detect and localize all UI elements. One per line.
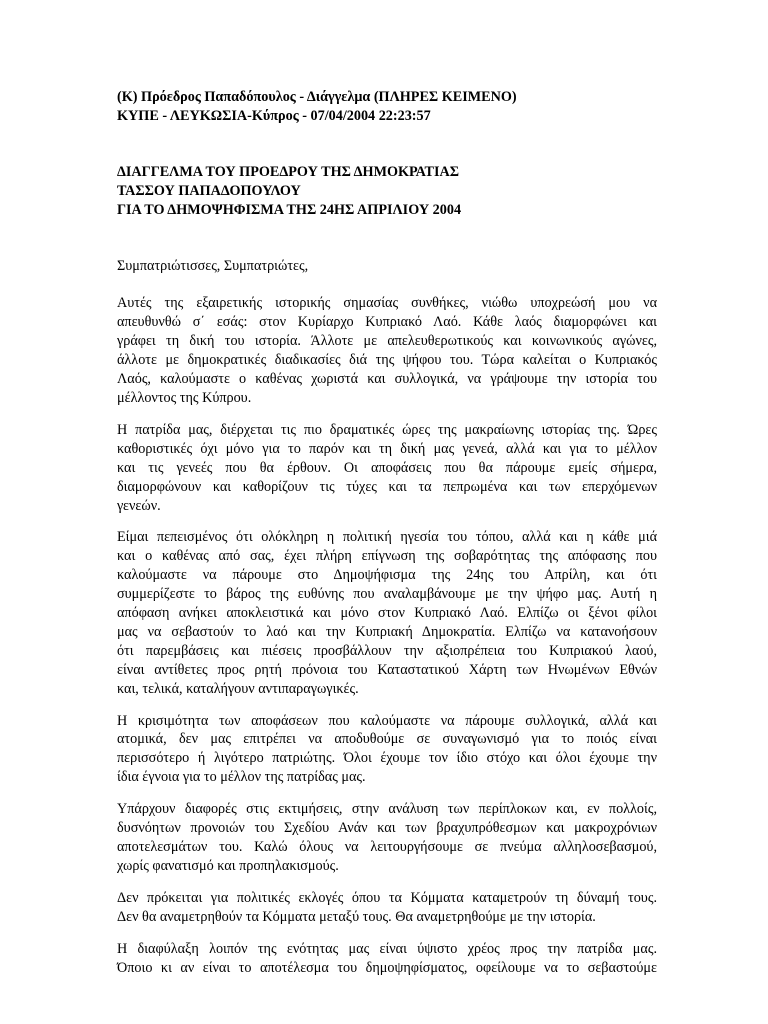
paragraph-line: γράφει τη δική του ιστορία. Άλλοτε με απελευθερωτικούς και κοινωνικούς αγώνες,: [117, 333, 657, 350]
header-line-1: (Κ) Πρόεδρος Παπαδόπουλος - Διάγγελμα (ΠΛΗΡΕΣ ΚΕΙΜΕΝΟ): [117, 89, 517, 105]
paragraph-line: συμμερίζεστε το βάρος της ευθύνης που αναλαμβάνουμε με την ψήφο μας. Αυτή η: [117, 586, 657, 603]
document-page: [117, 88, 657, 977]
paragraph-line: χωρίς φανατισμό και προπηλακισμούς.: [117, 857, 339, 874]
paragraph-line: ατομικά, δεν μας επιτρέπει να αποδυθούμε σε συναγωνισμό για το ποιός είναι: [117, 731, 657, 748]
paragraph-line: Η πατρίδα μας, διέρχεται τις πιο δραματικές ώρες της μακραίωνης ιστορίας της. Ώρες: [117, 421, 657, 438]
paragraph-line: Δεν θα αναμετρηθούν τα Κόμματα μεταξύ τους. Θα αναμετρηθούμε με την ιστορία.: [117, 908, 596, 925]
paragraph-2: [117, 421, 657, 516]
paragraph-line: ίδια έγνοια για το μέλλον της πατρίδας μας.: [117, 769, 366, 786]
header-block: [117, 88, 657, 126]
paragraph-line: Η διαφύλαξη λοιπόν της ενότητας μας είναι ύψιστο χρέος προς την πατρίδα μας.: [117, 940, 657, 957]
paragraph-line: Δεν πρόκειται για πολιτικές εκλογές όπου τα Κόμματα καταμετρούν τη δύναμή τους.: [117, 889, 657, 906]
spacer: [117, 408, 657, 421]
paragraph-line: αποτελεσμάτων του. Καλώ όλους να λειτουργήσουμε σε πνεύμα αλληλοσεβασμού,: [117, 839, 657, 855]
paragraph-line: Η κρισιμότητα των αποφάσεων που καλούμαστε να πάρουμε συλλογικά, αλλά και: [117, 712, 657, 729]
title-line-2: ΤΑΣΣΟΥ ΠΑΠΑΔΟΠΟΥΛΟΥ: [117, 182, 301, 199]
paragraph-6: [117, 889, 657, 927]
title-line-1: ΔΙΑΓΓΕΛΜΑ ΤΟΥ ΠΡΟΕΔΡΟΥ ΤΗΣ ΔΗΜΟΚΡΑΤΙΑΣ: [117, 163, 460, 180]
paragraph-line: Είμαι πεπεισμένος ότι ολόκληρη η πολιτική ηγεσία του τόπου, αλλά και η κάθε μιά: [117, 529, 657, 546]
spacer: [117, 876, 657, 889]
spacer: [117, 126, 657, 163]
paragraph-line: απόφαση ανήκει αποκλειστικά και μόνο στον Κυπριακό Λαό. Ελπίζω οι ξένοι φίλοι: [117, 605, 657, 622]
paragraph-line: καθοριστικές όχι μόνο για το παρόν και τη δική μας γενεά, αλλά και για το μέλλον: [117, 440, 657, 457]
spacer: [117, 927, 657, 940]
paragraph-line: ότι παρεμβάσεις και πιέσεις προσβάλλουν την αξιοπρέπεια του Κυπριακού λαού,: [117, 642, 657, 659]
paragraph-line: Όποιο κι αν είναι το αποτέλεσμα του δημοψηφίσματος, οφείλουμε να το σεβαστούμε: [117, 959, 657, 976]
paragraph-5: [117, 800, 657, 876]
paragraph-line: Αυτές της εξαιρετικής ιστορικής σημασίας συνθήκες, νιώθω υποχρεώσή μου να: [117, 295, 657, 312]
paragraph-line: Λαός, καλούμαστε ο καθένας χωριστά και συλλογικά, να γράψουμε την ιστορία του: [117, 371, 657, 388]
paragraph-line: δυσνόητων προνοιών του Σχεδίου Ανάν και των βραχυπρόθεσμων και μακροχρόνιων: [117, 820, 657, 837]
paragraph-line: είναι αντίθετες προς ρητή πρόνοια του Καταστατικού Χάρτη των Ηνωμένων Εθνών: [117, 661, 657, 678]
paragraph-3: [117, 528, 657, 698]
paragraph-line: και τις γενεές που θα έρθουν. Οι αποφάσεις που θα πάρουμε εμείς σήμερα,: [117, 459, 657, 476]
paragraph-line: και, τελικά, καταλήγουν αντιπαραγωγικές.: [117, 680, 359, 697]
paragraph-line: απευθυνθώ σ΄ εσάς: στον Κυρίαρχο Κυπριακό Λαό. Κάθε λαός διαμορφώνει και: [117, 314, 657, 331]
paragraph-line: μέλλοντος της Κύπρου.: [117, 389, 252, 406]
paragraph-1: [117, 294, 657, 407]
spacer: [117, 515, 657, 528]
paragraph-line: άλλοτε με δημοκρατικές διαδικασίες διά της ψήφου του. Τώρα καλείται ο Κυπριακός: [117, 352, 657, 369]
paragraph-line: καλούμαστε να πάρουμε στο Δημοψήφισμα της 24ης του Απρίλη, και ότι: [117, 567, 657, 584]
title-block: [117, 163, 657, 220]
title-line-3: ΓΙΑ ΤΟ ΔΗΜΟΨΗΦΙΣΜΑ ΤΗΣ 24ΗΣ ΑΠΡΙΛΙΟΥ 2004: [117, 201, 462, 218]
spacer: [117, 699, 657, 712]
paragraph-line: διαμορφώνουν και καθορίζουν τις τύχες και τα πεπρωμένα και των επερχόμενων: [117, 478, 657, 495]
paragraph-7: [117, 940, 657, 978]
paragraph-line: Υπάρχουν διαφορές στις εκτιμήσεις, στην ανάλυση των περίπλοκων και, εν πολλοίς,: [117, 801, 657, 818]
paragraph-line: γενεών.: [117, 497, 161, 514]
paragraph-4: [117, 712, 657, 788]
paragraph-line: μας να σεβαστούν το λαό και την Κυπριακή Δημοκρατία. Ελπίζω να κατανοήσουν: [117, 623, 657, 640]
spacer: [117, 220, 657, 257]
header-line-2: ΚΥΠΕ - ΛΕΥΚΩΣΙΑ-Κύπρος - 07/04/2004 22:23:57: [117, 107, 431, 124]
spacer: [117, 787, 657, 800]
paragraph-line: περισσότερο ή λιγότερο πατριώτης. Όλοι έχουμε τον ίδιο στόχο και όλοι έχουμε την: [117, 750, 657, 767]
salutation: Συμπατριώτισσες, Συμπατριώτες,: [117, 257, 309, 274]
spacer: [117, 275, 657, 294]
paragraph-line: και ο καθένας από σας, έχει πλήρη επίγνωση της σοβαρότητας της απόφασης που: [117, 548, 657, 565]
